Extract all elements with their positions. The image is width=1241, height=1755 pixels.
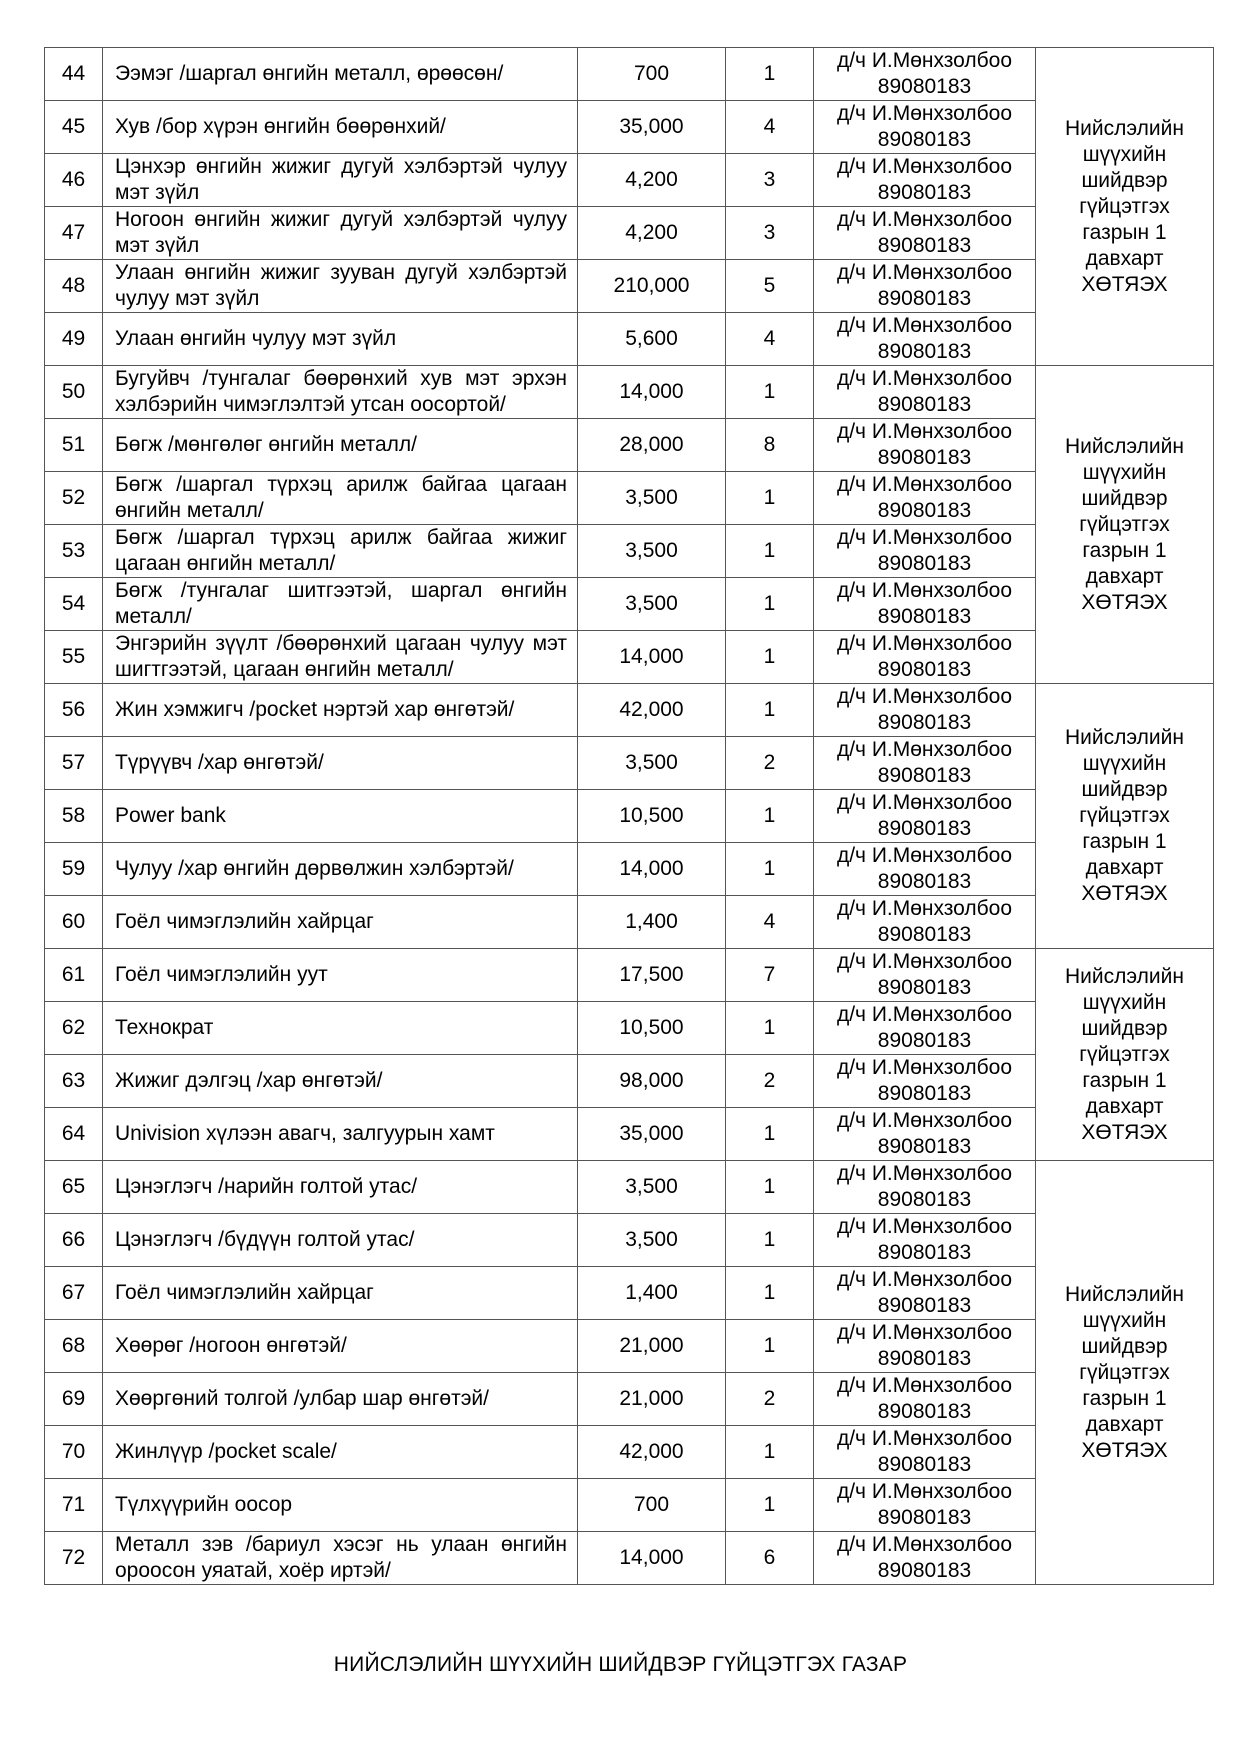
- storage-location-line: Нийслэлийн: [1065, 964, 1184, 988]
- contact-phone: 89080183: [877, 75, 972, 98]
- storage-location-line: гүйцэтгэх: [1079, 512, 1170, 536]
- storage-location-line: шүүхийн: [1082, 142, 1167, 166]
- storage-location-line: гүйцэтгэх: [1079, 1042, 1170, 1066]
- item-description: Хөөрөг /ногоон өнгөтэй/: [103, 1320, 578, 1373]
- item-description: Улаан өнгийн жижиг зууван дугуй хэлбэртэй чулуу мэт зүйл: [103, 260, 578, 313]
- storage-location-line: шүүхийн: [1082, 460, 1167, 484]
- item-quantity: 2: [726, 1373, 814, 1426]
- row-number: 71: [45, 1479, 103, 1532]
- item-price: 210,000: [578, 260, 726, 313]
- item-description: Энгэрийн зүүлт /бөөрөнхий цагаан чулуу мэт шигтгээтэй, цагаан өнгийн металл/: [103, 631, 578, 684]
- item-description: Металл зэв /бариул хэсэг нь улаан өнгийн ороосон уяатай, хоёр иртэй/: [103, 1532, 578, 1585]
- contact-phone: 89080183: [877, 1506, 972, 1529]
- item-description: Түлхүүрийн оосор: [103, 1479, 578, 1532]
- table-row: [45, 1161, 1214, 1214]
- contact-name: д/ч И.Мөнхзолбоо: [836, 314, 1013, 337]
- storage-location-line: гүйцэтгэх: [1079, 194, 1170, 218]
- table-row: [45, 949, 1214, 1002]
- storage-location-line: газрын 1: [1082, 1386, 1167, 1410]
- storage-location-line: ХӨТЯЭХ: [1081, 590, 1168, 614]
- item-price: 3,500: [578, 737, 726, 790]
- contact-cell: [814, 472, 1036, 525]
- item-price: 10,500: [578, 1002, 726, 1055]
- storage-location-line: давхарт: [1085, 856, 1164, 879]
- row-number: 48: [45, 260, 103, 313]
- item-price: 1,400: [578, 896, 726, 949]
- item-description: Бөгж /мөнгөлөг өнгийн металл/: [103, 419, 578, 472]
- contact-cell: [814, 1161, 1036, 1214]
- contact-cell: [814, 260, 1036, 313]
- contact-cell: [814, 154, 1036, 207]
- item-price: 10,500: [578, 790, 726, 843]
- contact-phone: 89080183: [877, 446, 972, 469]
- storage-location-line: давхарт: [1085, 246, 1164, 270]
- item-quantity: 1: [726, 843, 814, 896]
- contact-cell: [814, 737, 1036, 790]
- item-price: 42,000: [578, 684, 726, 737]
- item-quantity: 1: [726, 790, 814, 843]
- contact-name: д/ч И.Мөнхзолбоо: [836, 897, 1013, 920]
- storage-location-line: гүйцэтгэх: [1079, 804, 1170, 827]
- row-number: 65: [45, 1161, 103, 1214]
- storage-location-line: газрын 1: [1082, 220, 1167, 244]
- row-number: 47: [45, 207, 103, 260]
- row-number: 49: [45, 313, 103, 366]
- contact-phone: 89080183: [877, 976, 972, 999]
- item-price: 21,000: [578, 1373, 726, 1426]
- item-quantity: 1: [726, 366, 814, 419]
- contact-cell: [814, 1055, 1036, 1108]
- item-quantity: 6: [726, 1532, 814, 1585]
- item-price: 4,200: [578, 207, 726, 260]
- storage-location-line: давхарт: [1085, 1412, 1164, 1436]
- storage-location-cell: [1036, 684, 1214, 949]
- storage-location-cell: [1036, 949, 1214, 1161]
- contact-phone: 89080183: [877, 552, 972, 575]
- contact-cell: [814, 1108, 1036, 1161]
- contact-cell: [814, 1214, 1036, 1267]
- contact-cell: [814, 419, 1036, 472]
- row-number: 55: [45, 631, 103, 684]
- contact-name: д/ч И.Мөнхзолбоо: [836, 579, 1013, 602]
- contact-phone: 89080183: [877, 499, 972, 522]
- storage-location-line: ХӨТЯЭХ: [1081, 1120, 1168, 1144]
- item-description: Жин хэмжигч /pocket нэртэй хар өнгөтэй/: [103, 684, 578, 737]
- item-description: Гоёл чимэглэлийн хайрцаг: [103, 896, 578, 949]
- row-number: 51: [45, 419, 103, 472]
- contact-name: д/ч И.Мөнхзолбоо: [836, 367, 1013, 390]
- contact-name: д/ч И.Мөнхзолбоо: [836, 526, 1013, 549]
- item-description: Бугуйвч /тунгалаг бөөрөнхий хув мэт эрхэн хэлбэрийн чимэглэлтэй утсан оосортой/: [103, 366, 578, 419]
- contact-cell: [814, 949, 1036, 1002]
- item-quantity: 1: [726, 1002, 814, 1055]
- row-number: 50: [45, 366, 103, 419]
- row-number: 66: [45, 1214, 103, 1267]
- item-description: Хув /бор хүрэн өнгийн бөөрөнхий/: [103, 101, 578, 154]
- contact-phone: 89080183: [877, 1453, 972, 1476]
- storage-location-cell: [1036, 48, 1214, 366]
- item-price: 21,000: [578, 1320, 726, 1373]
- item-quantity: 1: [726, 1161, 814, 1214]
- item-price: 700: [578, 1479, 726, 1532]
- contact-name: д/ч И.Мөнхзолбоо: [836, 1109, 1013, 1132]
- row-number: 61: [45, 949, 103, 1002]
- contact-phone: 89080183: [877, 340, 972, 363]
- row-number: 52: [45, 472, 103, 525]
- contact-phone: 89080183: [877, 817, 972, 840]
- storage-location-line: шийдвэр: [1081, 1016, 1168, 1040]
- item-description: Гоёл чимэглэлийн уут: [103, 949, 578, 1002]
- contact-cell: [814, 48, 1036, 101]
- row-number: 60: [45, 896, 103, 949]
- item-description: Бөгж /шаргал түрхэц арилж байгаа жижиг цагаан өнгийн металл/: [103, 525, 578, 578]
- item-price: 17,500: [578, 949, 726, 1002]
- contact-cell: [814, 1532, 1036, 1585]
- contact-phone: 89080183: [877, 764, 972, 787]
- storage-location-line: Нийслэлийн: [1065, 434, 1184, 458]
- contact-phone: 89080183: [877, 1241, 972, 1264]
- contact-name: д/ч И.Мөнхзолбоо: [836, 261, 1013, 284]
- contact-cell: [814, 313, 1036, 366]
- storage-location-line: шийдвэр: [1081, 1334, 1168, 1358]
- item-price: 700: [578, 48, 726, 101]
- item-quantity: 2: [726, 1055, 814, 1108]
- contact-phone: 89080183: [877, 181, 972, 204]
- item-price: 35,000: [578, 1108, 726, 1161]
- item-description: Түрүүвч /хар өнгөтэй/: [103, 737, 578, 790]
- contact-name: д/ч И.Мөнхзолбоо: [836, 1215, 1013, 1238]
- contact-name: д/ч И.Мөнхзолбоо: [836, 208, 1013, 231]
- contact-cell: [814, 101, 1036, 154]
- contact-cell: [814, 1373, 1036, 1426]
- item-quantity: 1: [726, 1214, 814, 1267]
- footer-organization: НИЙСЛЭЛИЙН ШҮҮХИЙН ШИЙДВЭР ГҮЙЦЭТГЭХ ГАЗАР: [333, 1653, 908, 1676]
- item-price: 42,000: [578, 1426, 726, 1479]
- contact-cell: [814, 631, 1036, 684]
- row-number: 53: [45, 525, 103, 578]
- item-quantity: 1: [726, 1426, 814, 1479]
- contact-cell: [814, 843, 1036, 896]
- item-quantity: 1: [726, 1267, 814, 1320]
- storage-location-line: давхарт: [1085, 1094, 1164, 1118]
- contact-phone: 89080183: [877, 1347, 972, 1370]
- contact-cell: [814, 1002, 1036, 1055]
- item-description: Технократ: [103, 1002, 578, 1055]
- contact-phone: 89080183: [877, 393, 972, 416]
- item-price: 3,500: [578, 1214, 726, 1267]
- contact-phone: 89080183: [877, 1400, 972, 1423]
- row-number: 46: [45, 154, 103, 207]
- contact-cell: [814, 366, 1036, 419]
- row-number: 68: [45, 1320, 103, 1373]
- item-quantity: 4: [726, 896, 814, 949]
- storage-location-cell: [1036, 366, 1214, 684]
- contact-name: д/ч И.Мөнхзолбоо: [836, 791, 1013, 814]
- contact-phone: 89080183: [877, 711, 972, 734]
- contact-name: д/ч И.Мөнхзолбоо: [836, 1162, 1013, 1185]
- table-row: [45, 366, 1214, 419]
- item-description: Univision хүлээн авагч, залгуурын хамт: [103, 1108, 578, 1161]
- contact-name: д/ч И.Мөнхзолбоо: [836, 49, 1013, 72]
- item-price: 98,000: [578, 1055, 726, 1108]
- item-quantity: 1: [726, 472, 814, 525]
- contact-phone: 89080183: [877, 1082, 972, 1105]
- item-description: Ээмэг /шаргал өнгийн металл, өрөөсөн/: [103, 48, 578, 101]
- item-price: 3,500: [578, 578, 726, 631]
- contact-name: д/ч И.Мөнхзолбоо: [836, 473, 1013, 496]
- contact-phone: 89080183: [877, 1188, 972, 1211]
- item-description: Цэнэглэгч /нарийн голтой утас/: [103, 1161, 578, 1214]
- item-price: 1,400: [578, 1267, 726, 1320]
- items-table: [44, 47, 1214, 1585]
- contact-phone: 89080183: [877, 287, 972, 310]
- row-number: 56: [45, 684, 103, 737]
- item-description: Жижиг дэлгэц /хар өнгөтэй/: [103, 1055, 578, 1108]
- storage-location-line: ХӨТЯЭХ: [1081, 272, 1168, 296]
- storage-location-line: шүүхийн: [1082, 990, 1167, 1014]
- contact-name: д/ч И.Мөнхзолбоо: [836, 1427, 1013, 1450]
- storage-location-line: Нийслэлийн: [1065, 726, 1184, 749]
- row-number: 63: [45, 1055, 103, 1108]
- item-quantity: 3: [726, 207, 814, 260]
- item-price: 3,500: [578, 472, 726, 525]
- contact-name: д/ч И.Мөнхзолбоо: [836, 1533, 1013, 1556]
- contact-phone: 89080183: [877, 870, 972, 893]
- item-description: Улаан өнгийн чулуу мэт зүйл: [103, 313, 578, 366]
- contact-name: д/ч И.Мөнхзолбоо: [836, 1321, 1013, 1344]
- row-number: 62: [45, 1002, 103, 1055]
- contact-phone: 89080183: [877, 1559, 972, 1582]
- item-description: Чулуу /хар өнгийн дөрвөлжин хэлбэртэй/: [103, 843, 578, 896]
- row-number: 67: [45, 1267, 103, 1320]
- contact-name: д/ч И.Мөнхзолбоо: [836, 844, 1013, 867]
- item-quantity: 4: [726, 101, 814, 154]
- contact-name: д/ч И.Мөнхзолбоо: [836, 685, 1013, 708]
- contact-name: д/ч И.Мөнхзолбоо: [836, 1480, 1013, 1503]
- storage-location-line: давхарт: [1085, 564, 1164, 588]
- item-description: Ногоон өнгийн жижиг дугуй хэлбэртэй чулуу мэт зүйл: [103, 207, 578, 260]
- item-quantity: 1: [726, 684, 814, 737]
- item-quantity: 1: [726, 48, 814, 101]
- storage-location-line: Нийслэлийн: [1065, 1282, 1184, 1306]
- item-price: 4,200: [578, 154, 726, 207]
- contact-phone: 89080183: [877, 1135, 972, 1158]
- item-price: 3,500: [578, 525, 726, 578]
- item-quantity: 7: [726, 949, 814, 1002]
- contact-name: д/ч И.Мөнхзолбоо: [836, 1374, 1013, 1397]
- contact-cell: [814, 896, 1036, 949]
- items-table-body: [45, 48, 1214, 1585]
- contact-phone: 89080183: [877, 234, 972, 257]
- contact-name: д/ч И.Мөнхзолбоо: [836, 155, 1013, 178]
- row-number: 58: [45, 790, 103, 843]
- item-quantity: 1: [726, 1320, 814, 1373]
- storage-location-line: шүүхийн: [1082, 752, 1167, 775]
- row-number: 70: [45, 1426, 103, 1479]
- contact-cell: [814, 684, 1036, 737]
- contact-name: д/ч И.Мөнхзолбоо: [836, 950, 1013, 973]
- item-quantity: 1: [726, 1479, 814, 1532]
- item-description: Цэнэглэгч /бүдүүн голтой утас/: [103, 1214, 578, 1267]
- item-quantity: 5: [726, 260, 814, 313]
- contact-phone: 89080183: [877, 1029, 972, 1052]
- storage-location-line: шийдвэр: [1081, 168, 1168, 192]
- item-quantity: 1: [726, 631, 814, 684]
- contact-name: д/ч И.Мөнхзолбоо: [836, 1056, 1013, 1079]
- contact-cell: [814, 1479, 1036, 1532]
- storage-location-line: ХӨТЯЭХ: [1081, 1438, 1168, 1462]
- item-price: 28,000: [578, 419, 726, 472]
- contact-phone: 89080183: [877, 923, 972, 946]
- item-description: Хөөргөний толгой /улбар шар өнгөтэй/: [103, 1373, 578, 1426]
- contact-phone: 89080183: [877, 658, 972, 681]
- item-quantity: 8: [726, 419, 814, 472]
- contact-name: д/ч И.Мөнхзолбоо: [836, 738, 1013, 761]
- item-price: 3,500: [578, 1161, 726, 1214]
- storage-location-cell: [1036, 1161, 1214, 1585]
- item-description: Гоёл чимэглэлийн хайрцаг: [103, 1267, 578, 1320]
- contact-phone: 89080183: [877, 128, 972, 151]
- contact-phone: 89080183: [877, 605, 972, 628]
- item-description: Жинлүүр /pocket scale/: [103, 1426, 578, 1479]
- item-quantity: 4: [726, 313, 814, 366]
- contact-cell: [814, 1426, 1036, 1479]
- row-number: 44: [45, 48, 103, 101]
- item-price: 14,000: [578, 1532, 726, 1585]
- item-quantity: 3: [726, 154, 814, 207]
- item-description: Бөгж /шаргал түрхэц арилж байгаа цагаан өнгийн металл/: [103, 472, 578, 525]
- item-quantity: 1: [726, 578, 814, 631]
- row-number: 59: [45, 843, 103, 896]
- item-quantity: 1: [726, 1108, 814, 1161]
- item-description: Бөгж /тунгалаг шитгээтэй, шаргал өнгийн металл/: [103, 578, 578, 631]
- row-number: 69: [45, 1373, 103, 1426]
- item-price: 14,000: [578, 366, 726, 419]
- row-number: 45: [45, 101, 103, 154]
- item-description: Power bank: [103, 790, 578, 843]
- contact-name: д/ч И.Мөнхзолбоо: [836, 632, 1013, 655]
- storage-location-line: гүйцэтгэх: [1079, 1360, 1170, 1384]
- row-number: 57: [45, 737, 103, 790]
- storage-location-line: шийдвэр: [1081, 486, 1168, 510]
- storage-location-line: шүүхийн: [1082, 1308, 1167, 1332]
- contact-name: д/ч И.Мөнхзолбоо: [836, 420, 1013, 443]
- row-number: 72: [45, 1532, 103, 1585]
- row-number: 54: [45, 578, 103, 631]
- contact-cell: [814, 525, 1036, 578]
- row-number: 64: [45, 1108, 103, 1161]
- item-price: 5,600: [578, 313, 726, 366]
- contact-name: д/ч И.Мөнхзолбоо: [836, 1268, 1013, 1291]
- item-quantity: 2: [726, 737, 814, 790]
- storage-location-line: Нийслэлийн: [1065, 116, 1184, 140]
- contact-name: д/ч И.Мөнхзолбоо: [836, 102, 1013, 125]
- storage-location-line: газрын 1: [1082, 538, 1167, 562]
- contact-phone: 89080183: [877, 1294, 972, 1317]
- contact-cell: [814, 207, 1036, 260]
- contact-cell: [814, 1267, 1036, 1320]
- contact-cell: [814, 1320, 1036, 1373]
- item-price: 14,000: [578, 843, 726, 896]
- item-description: Цэнхэр өнгийн жижиг дугуй хэлбэртэй чулуу мэт зүйл: [103, 154, 578, 207]
- table-row: [45, 684, 1214, 737]
- storage-location-line: ХӨТЯЭХ: [1081, 882, 1168, 905]
- item-price: 35,000: [578, 101, 726, 154]
- storage-location-line: газрын 1: [1082, 1068, 1167, 1092]
- contact-name: д/ч И.Мөнхзолбоо: [836, 1003, 1013, 1026]
- contact-cell: [814, 578, 1036, 631]
- table-row: [45, 48, 1214, 101]
- storage-location-line: газрын 1: [1082, 830, 1167, 853]
- item-quantity: 1: [726, 525, 814, 578]
- contact-cell: [814, 790, 1036, 843]
- item-price: 14,000: [578, 631, 726, 684]
- storage-location-line: шийдвэр: [1081, 778, 1168, 801]
